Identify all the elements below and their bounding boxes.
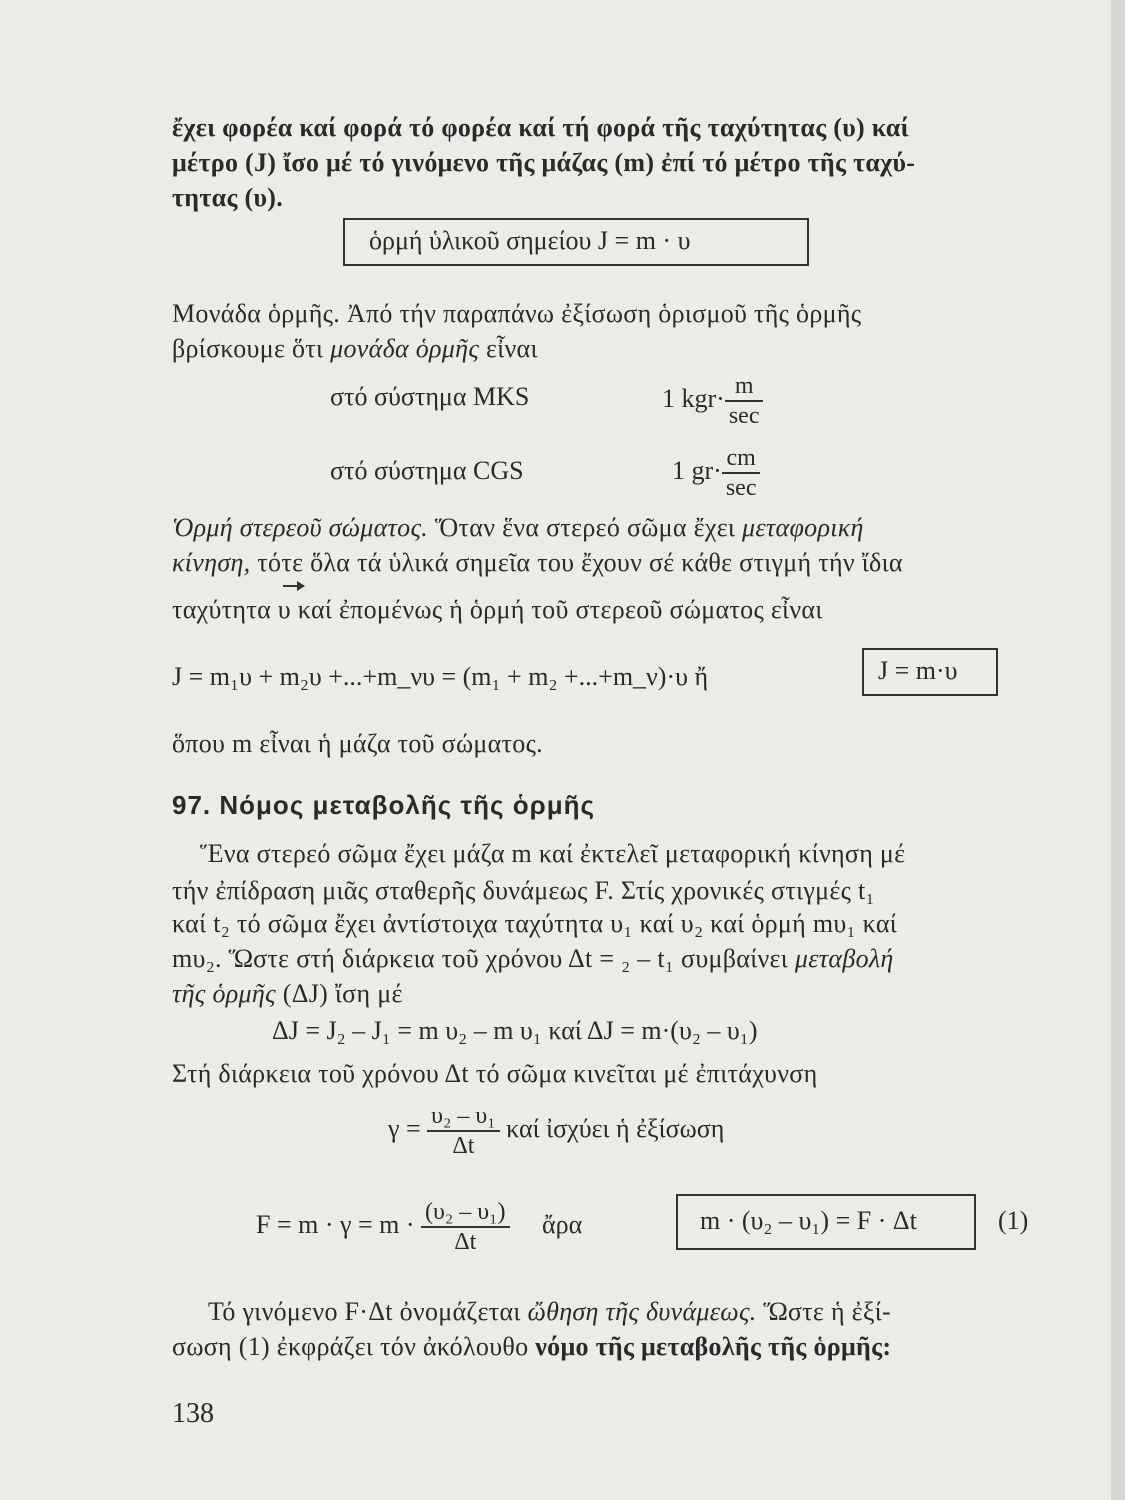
definition-box: [343, 218, 809, 266]
mks-label: στό σύστημα MKS: [330, 382, 530, 411]
italic-heading: Ὁρμή στερεοῦ σώματος.: [172, 513, 429, 542]
page-edge: [1111, 0, 1125, 1500]
text-line-8: ταχύτητα υ καί ἐπομένως ἡ ὁρμή τοῦ στερεοῦ σώματος εἶναι: [172, 595, 823, 624]
unit-fraction: [722, 444, 761, 502]
impulse-momentum-law: m · (υ₂ – υ₁) = F · Δt: [700, 1206, 917, 1235]
text-line-3: τητας (υ).: [172, 183, 284, 212]
acceleration-fraction: [427, 1102, 500, 1160]
result-box: [862, 648, 998, 696]
force-equation: [256, 1198, 582, 1256]
equation-number: (1): [998, 1206, 1029, 1235]
text-fragment: Ὅταν ἕνα στερεό σῶμα ἔχει: [428, 513, 743, 542]
mks-unit: [662, 372, 763, 430]
numerator: (υ₂ – υ₁): [421, 1198, 509, 1228]
force-fraction: [421, 1198, 509, 1256]
law-box: [676, 1194, 976, 1250]
italic-term: μεταβολή: [794, 944, 894, 973]
numerator: cm: [722, 444, 761, 474]
text-fragment: τότε ὅλα τά ὑλικά σημεῖα του ἔχουν σέ κάθε στιγμή τήν ἴδια: [250, 548, 903, 577]
denominator: Δt: [454, 1229, 477, 1255]
momentum-definition: ὁρμή ὑλικοῦ σημείου J = m · υ: [369, 226, 691, 255]
text-fragment: Ὥστε ἡ ἐξί-: [756, 1297, 892, 1326]
therefore-word: ἄρα: [542, 1209, 583, 1239]
paragraph-line-4: [172, 943, 894, 975]
text-fragment: Τό γινόμενο F·Δt ὀνομάζεται: [208, 1297, 528, 1326]
momentum-result: J = m·υ: [878, 656, 958, 685]
denominator: sec: [725, 475, 757, 501]
cgs-label: στό σύστημα CGS: [330, 456, 524, 485]
sum-equation: J = m₁υ + m₂υ +...+m_νυ = (m₁ + m₂ +...+m_ν)·υ ἤ: [172, 662, 709, 691]
page-number: 138: [172, 1398, 214, 1429]
unit-prefix: 1 gr·: [672, 455, 722, 485]
unit-prefix: 1 kgr·: [662, 383, 725, 413]
paragraph-line-8: [172, 1331, 891, 1363]
text-line-4: [172, 298, 861, 330]
text-fragment: εἶναι: [479, 334, 538, 363]
paragraph-line-6: Στή διάρκεια τοῦ χρόνου Δt τό σῶμα κινεῖται μέ ἐπιτάχυνση: [172, 1059, 818, 1088]
italic-term: μεταφορική: [742, 513, 864, 542]
text-line-1: ἔχει φορέα καί φορά τό φορέα καί τή φορά τῆς ταχύτητας (υ) καί: [172, 113, 909, 142]
numerator: m: [725, 372, 764, 402]
cgs-unit: [672, 444, 760, 502]
italic-term: ὤθηση τῆς δυνάμεως.: [527, 1297, 757, 1326]
text-fragment: σωση (1) ἐκφράζει τόν ἀκόλουθο: [172, 1332, 536, 1361]
text-line-6: [172, 512, 864, 544]
paragraph-line-3: καί t₂ τό σῶμα ἔχει ἀντίστοιχα ταχύτητα υ₁ καί υ₂ καί ὁρμή mυ₁ καί: [172, 909, 898, 938]
text-fragment: βρίσκουμε ὅτι: [172, 334, 331, 363]
paragraph-line-5: [172, 978, 403, 1010]
text-line-9: ὅπου m εἶναι ἡ μάζα τοῦ σώματος.: [172, 729, 543, 758]
text-line-2: μέτρο (J) ἴσο μέ τό γινόμενο τῆς μάζας (m) ἐπί τό μέτρο τῆς ταχύ-: [172, 148, 916, 177]
italic-term: κίνηση,: [172, 548, 251, 577]
text-fragment: Ἀπό τήν παραπάνω ἐξίσωση ὁρισμοῦ τῆς ὁρμῆς: [340, 299, 862, 328]
text-fragment: mυ₂. Ὥστε στή διάρκεια τοῦ χρόνου Δt = ₂ – t₁ συμβαίνει: [172, 944, 795, 973]
delta-j-equation: ΔJ = J₂ – J₁ = m υ₂ – m υ₁ καί ΔJ = m·(υ₂ – υ₁): [272, 1016, 758, 1045]
italic-term: μονάδα ὁρμῆς: [330, 334, 480, 363]
force-lhs: F = m · γ = m ·: [256, 1209, 415, 1239]
bold-term: νόμο τῆς μεταβολῆς τῆς ὁρμῆς:: [535, 1332, 892, 1361]
text-line-7: [172, 547, 903, 579]
gamma-rhs: καί ἰσχύει ἡ ἐξίσωση: [506, 1113, 725, 1143]
acceleration-equation: [388, 1102, 724, 1160]
text-line-5: [172, 333, 538, 365]
unit-fraction: [725, 372, 764, 430]
italic-term: τῆς ὁρμῆς: [172, 979, 276, 1008]
paragraph-line-1: Ἕνα στερεό σῶμα ἔχει μάζα m καί ἐκτελεῖ μεταφορική κίνηση μέ: [200, 839, 906, 868]
vector-arrow-icon: [282, 580, 306, 592]
paragraph-line-2: τήν ἐπίδραση μιᾶς σταθερῆς δυνάμεως F. Στίς χρονικές στιγμές t₁: [172, 876, 875, 905]
text-fragment: (ΔJ) ἴση μέ: [275, 979, 403, 1008]
paragraph-line-7: [208, 1296, 891, 1328]
denominator: sec: [728, 403, 760, 429]
numerator: υ₂ – υ₁: [427, 1102, 500, 1132]
unit-heading: Μονάδα ὁρμῆς.: [172, 299, 341, 328]
section-heading: 97. Νόμος μεταβολῆς τῆς ὁρμῆς: [172, 790, 596, 820]
denominator: Δt: [452, 1133, 475, 1159]
gamma-lhs: γ =: [388, 1113, 421, 1143]
